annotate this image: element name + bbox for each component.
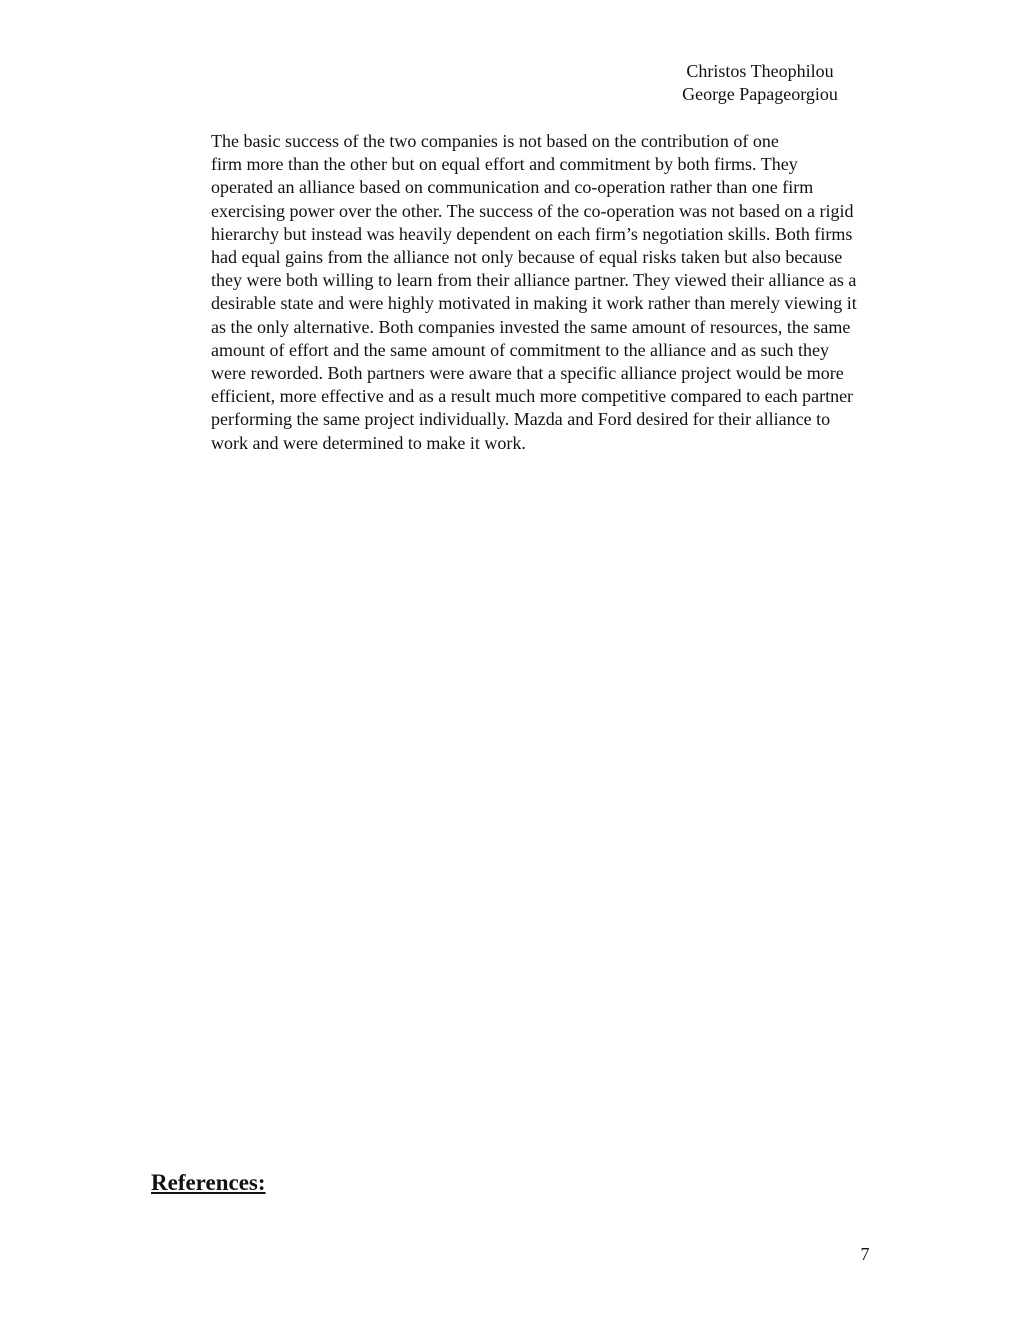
paragraph-line: work and were determined to make it work.	[211, 432, 526, 453]
body-paragraph	[151, 130, 873, 455]
author-name: Christos Theophilou	[686, 61, 834, 81]
header-authors	[640, 60, 880, 106]
paragraph-line: they were both willing to learn from their alliance partner. They viewed their alliance as a	[211, 270, 857, 291]
paragraph-line: desirable state and were highly motivated in making it work rather than merely viewing it	[211, 293, 857, 314]
paragraph-line: exercising power over the other. The success of the co-operation was not based on a rigid	[211, 200, 854, 221]
paragraph-line: hierarchy but instead was heavily dependent on each firm’s negotiation skills. Both firms	[211, 223, 853, 244]
paragraph-line: efficient, more effective and as a result much more competitive compared to each partner	[211, 386, 854, 407]
paragraph-line: had equal gains from the alliance not only because of equal risks taken but also because	[211, 247, 843, 268]
paragraph-line: The basic success of the two companies is not based on the contribution of one	[211, 131, 779, 151]
paragraph-line: as the only alternative. Both companies invested the same amount of resources, the same	[211, 316, 851, 337]
paragraph-line: amount of effort and the same amount of commitment to the alliance and as such they	[211, 339, 829, 360]
paragraph-line: were reworded. Both partners were aware that a specific alliance project would be more	[211, 363, 844, 384]
paragraph-line: operated an alliance based on communication and co-operation rather than one firm	[211, 177, 814, 198]
references-heading: References:	[151, 1170, 266, 1195]
paragraph-line: performing the same project individually. Mazda and Ford desired for their alliance to	[211, 409, 831, 430]
page-number: 7	[860, 1244, 870, 1264]
author-name: George Papageorgiou	[682, 84, 838, 104]
paragraph-line: firm more than the other but on equal effort and commitment by both firms. They	[211, 154, 798, 175]
